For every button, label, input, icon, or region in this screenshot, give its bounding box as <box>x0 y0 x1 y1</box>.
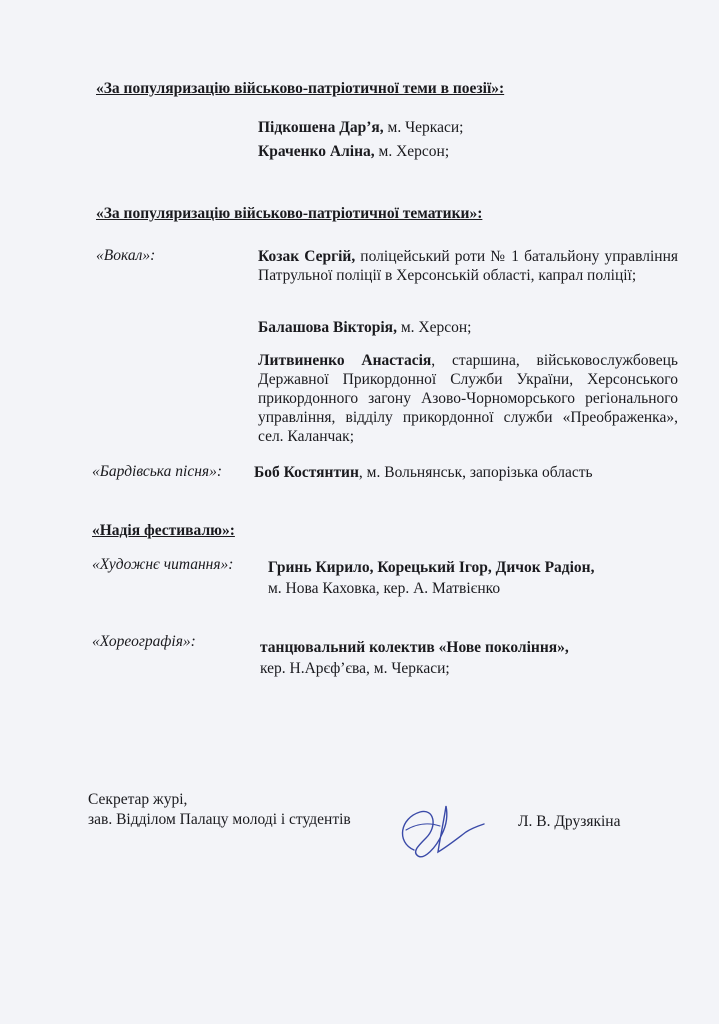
choreography-details: кер. Н.Арєф’єва, м. Черкаси; <box>260 660 450 677</box>
entry-name: Литвиненко Анастасія <box>258 352 432 369</box>
secretary-position: зав. Відділом Палацу молоді і студентів <box>88 811 351 828</box>
vocal-entry <box>258 247 678 285</box>
choreography-name: танцювальний колектив «Нове покоління», <box>260 639 569 656</box>
winner-name: Краченко Аліна, <box>258 143 375 160</box>
entry-name: Боб Костянтин <box>254 464 359 481</box>
entry-details: , м. Вольнянськ, запорізька область <box>358 464 593 481</box>
reading-names: Гринь Кирило, Корецький Ігор, Дичок Радіон, <box>268 559 595 576</box>
secretary-title: Секретар журі, <box>88 791 188 808</box>
section-heading-poetry: «За популяризацію військово-патріотичної теми в поезії»: <box>96 80 505 97</box>
category-reading: «Художнє читання»: <box>92 556 234 573</box>
vocal-entry <box>258 351 678 446</box>
category-bard: «Бардівська пісня»: <box>92 463 223 480</box>
category-vocal: «Вокал»: <box>96 247 156 264</box>
winner-place: м. Черкаси; <box>383 119 464 136</box>
entry-details: , старшина, військовослужбовець Державної Прикордонної Служби України, Херсонського прикордонного загону Азово-Чорноморського регіонального управління, відділу прикордонної служби «Преображенка», сел. Каланчак; <box>258 352 678 445</box>
handwritten-signature <box>388 790 488 865</box>
bard-entry <box>254 463 593 482</box>
winner-place: м. Херсон; <box>374 143 450 160</box>
section-heading-patriotic: «За популяризацію військово-патріотичної тематики»: <box>96 205 483 222</box>
winner-line <box>258 142 449 161</box>
vocal-entry <box>258 318 678 337</box>
winner-name: Підкошена Дар’я, <box>258 119 384 136</box>
entry-name: Балашова Вікторія, <box>258 319 397 336</box>
entry-details: м. Херсон; <box>396 319 472 336</box>
category-choreography: «Хореографія»: <box>92 633 196 650</box>
entry-details: поліцейський роти № 1 батальйону управління Патрульної поліції в Херсонській області, капрал поліції; <box>258 248 678 284</box>
entry-name: Козак Сергій, <box>258 248 356 265</box>
section-heading-hope: «Надія фестивалю»: <box>92 522 235 539</box>
winner-line <box>258 118 463 137</box>
reading-details: м. Нова Каховка, кер. А. Матвієнко <box>268 580 501 597</box>
signatory-name: Л. В. Друзякіна <box>518 813 621 830</box>
